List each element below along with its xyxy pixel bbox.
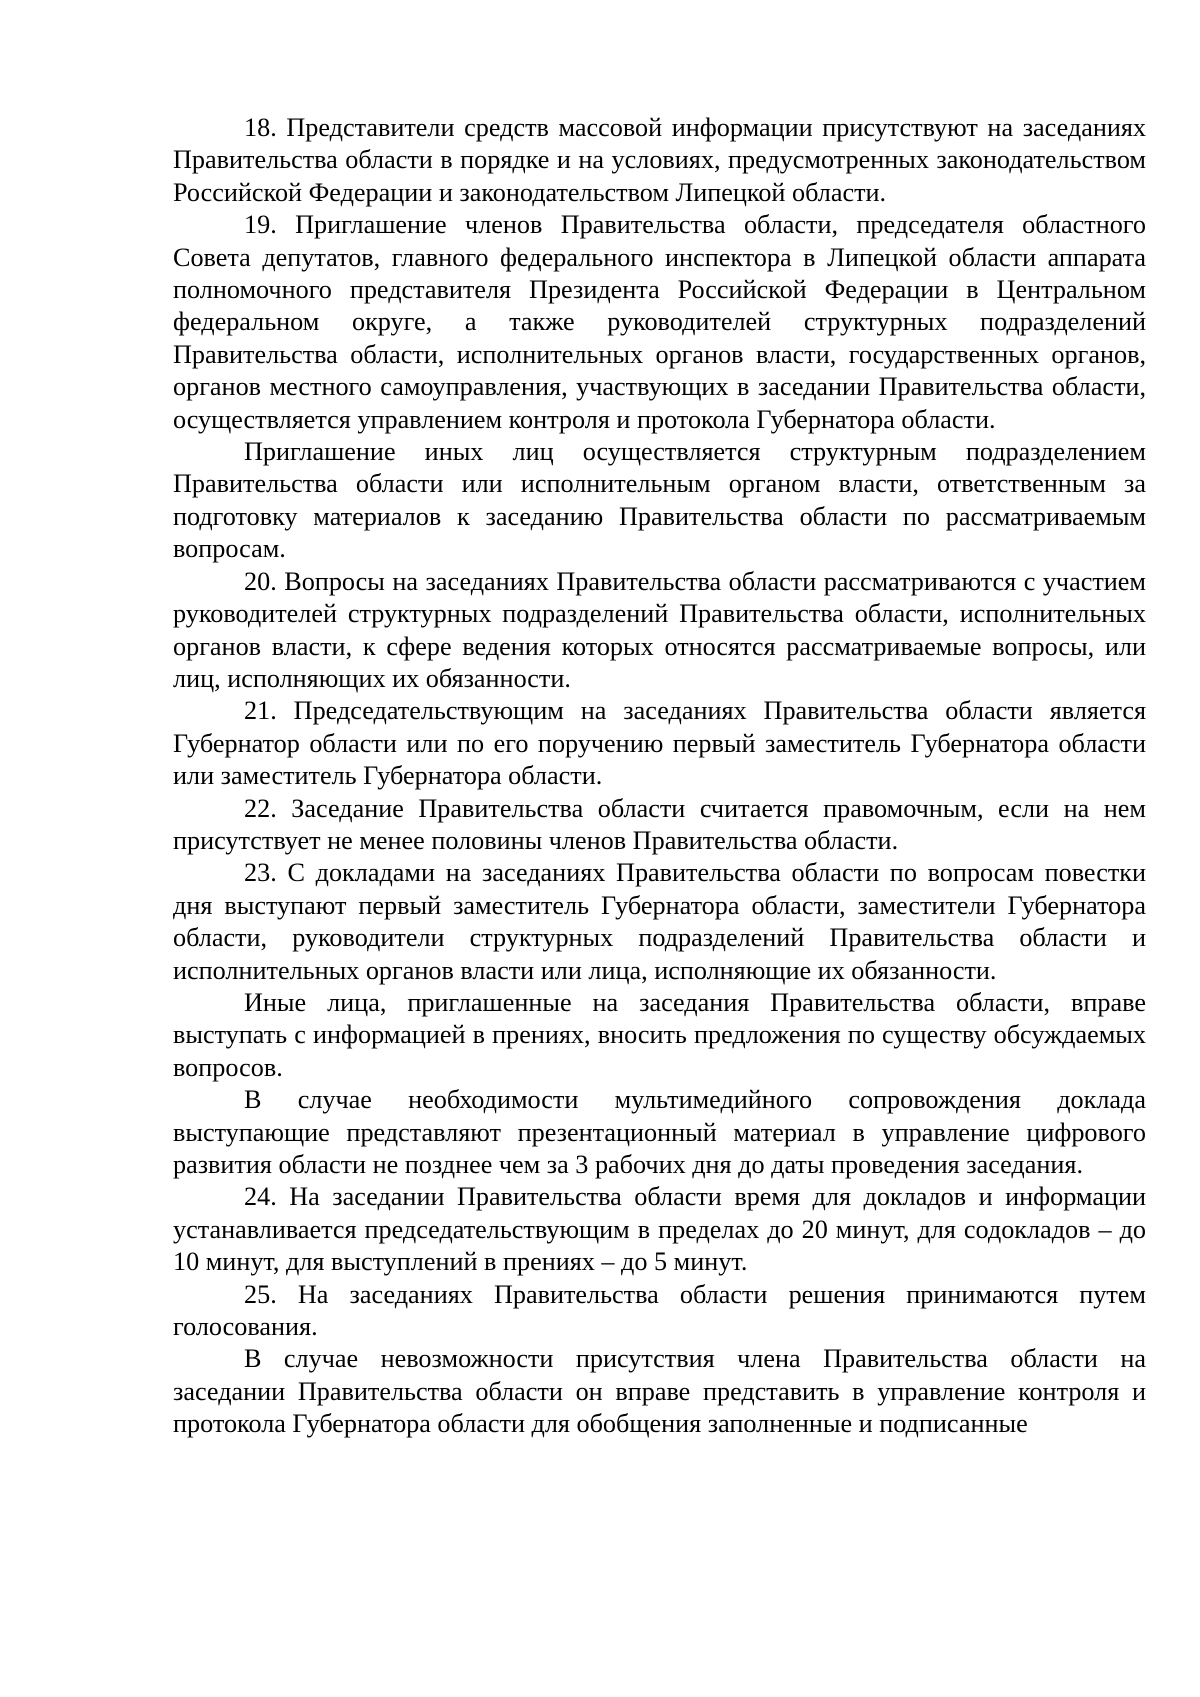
paragraph-21: 21. Председательствующим на заседаниях Правительства области является Губернатор области или по его поручению первый заместитель Губернатора области или заместитель Губернатора области. — [173, 696, 1146, 791]
paragraph-23-multimedia: В случае необходимости мультимедийного сопровождения доклада выступающие представляют презентационный материал в управление цифрового развития области не позднее чем за 3 рабочих дня до даты проведения заседания. — [173, 1085, 1146, 1179]
paragraph-18: 18. Представители средств массовой информации присутствуют на заседаниях Правительства области в порядке и на условиях, предусмотренных законодательством Российской Федерации и законодательством Липецкой области. — [173, 113, 1146, 207]
paragraph-24: 24. На заседании Правительства области время для докладов и информации устанавливается председательствующим в пределах до 20 минут, для содокладов – до 10 минут, для выступлений в прениях – до 5 минут. — [173, 1182, 1146, 1277]
document-page — [173, 112, 1146, 1441]
paragraph-19: 19. Приглашение членов Правительства области, председателя областного Совета депутатов, главного федерального инспектора в Липецкой области аппарата полномочного представителя Президента Российской Федерации в Центральном федеральном округе, а также руководителей структурных подразделений Правительства области, исполнительных органов власти, государственных органов, органов местного самоуправления, участвующих в заседании Правительства области, осуществляется управлением контроля и протокола Губернатора области. — [173, 210, 1146, 434]
paragraph-23: 23. С докладами на заседаниях Правительства области по вопросам повестки дня выступают первый заместитель Губернатора области, заместители Губернатора области, руководители структурных подразделений Правительства области и исполнительных органов власти или лица, исполняющие их обязанности. — [173, 858, 1146, 985]
paragraph-22: 22. Заседание Правительства области считается правомочным, если на нем присутствует не менее половины членов Правительства области. — [173, 793, 1146, 855]
paragraph-23-other-persons: Иные лица, приглашенные на заседания Правительства области, вправе выступать с информацией в прениях, вносить предложения по существу обсуждаемых вопросов. — [173, 987, 1146, 1082]
paragraph-20: 20. Вопросы на заседаниях Правительства области рассматриваются с участием руководителей структурных подразделений Правительства области, исполнительных органов власти, к сфере ведения которых относятся рассматриваемые вопросы, или лиц, исполняющих их обязанности. — [173, 566, 1146, 693]
paragraph-19-invitation-others: Приглашение иных лиц осуществляется структурным подразделением Правительства области или исполнительным органом власти, ответственным за подготовку материалов к заседанию Правительства области по рассматриваемым вопросам. — [173, 437, 1146, 564]
paragraph-25: 25. На заседаниях Правительства области решения принимаются путем голосования. — [173, 1279, 1146, 1342]
paragraph-25-absence: В случае невозможности присутствия члена Правительства области на заседании Правительства области он вправе представить в управление контроля и протокола Губернатора области для обобщения заполненные и подписанные — [173, 1344, 1146, 1439]
